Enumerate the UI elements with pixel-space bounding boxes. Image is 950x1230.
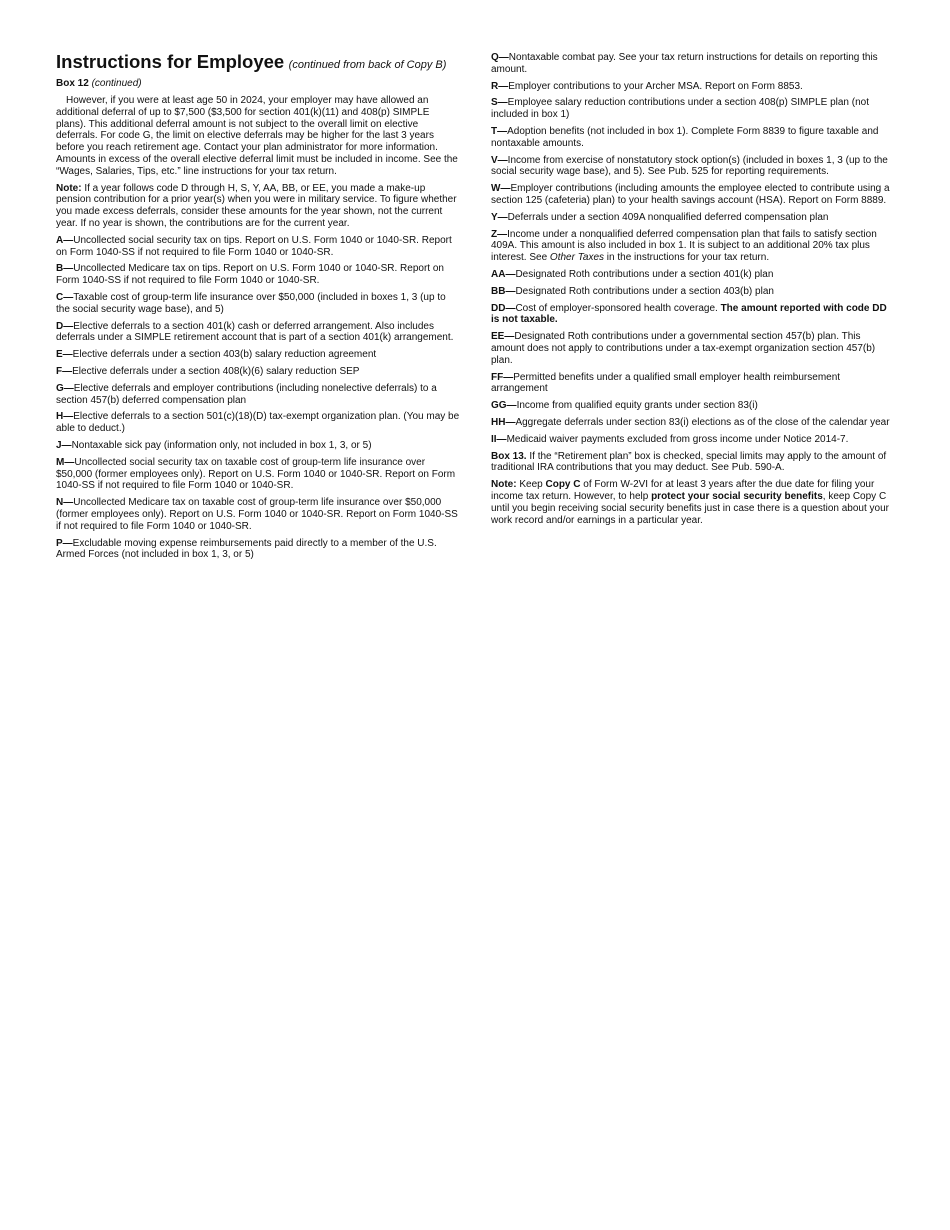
code-entry-s	[491, 97, 896, 121]
code-entry-ff	[491, 372, 896, 396]
box12-heading-label: Box 12	[56, 78, 89, 89]
code-text: Employer contributions to your Archer MSA. Report on Form 8853.	[508, 80, 803, 92]
code-entry-a	[56, 235, 461, 259]
code-text: Uncollected social security tax on taxable cost of group-term life insurance over $50,000 (former employees only). Report on U.S. Form 1040 or 1040-SR. Report on Form 1040-SS if not required to file Form 1040 or 1040-SR.	[56, 456, 456, 492]
left-column	[56, 52, 461, 566]
final-note-label: Note:	[491, 479, 517, 491]
box12-intro: However, if you were at least age 50 in 2024, your employer may have allowed an additional deferral of up to $7,500 ($3,500 for section 401(k)(11) and 408(p) SIMPLE plans). This additional deferral amount is not subject to the overall limit on elective deferrals. For code G, the limit on elective deferrals may be higher for the last 3 years before you reach retirement age. Contact your plan administrator for more information. Amounts in excess of the overall elective deferral limit must be included in income. See the “Wages, Salaries, Tips, etc.” line instructions for your tax return.	[56, 95, 458, 177]
code-entry-ii	[491, 434, 896, 446]
box12-heading-note: (continued)	[91, 78, 142, 89]
code-text: Elective deferrals to a section 401(k) cash or deferred arrangement. Also includes deferrals under a SIMPLE retirement account that is part of a section 401(k) arrangement.	[56, 320, 454, 344]
protect-benefits-emphasis: protect your social security benefits	[651, 490, 823, 502]
code-entry-f	[56, 366, 461, 378]
code-text: Uncollected Medicare tax on tips. Report on U.S. Form 1040 or 1040-SR. Report on Form 1040-SS if not required to file Form 1040 or 1040-SR.	[56, 263, 444, 287]
code-label: N—	[56, 497, 74, 509]
code-text: Elective deferrals under a section 408(k)(6) salary reduction SEP	[72, 365, 360, 377]
code-label: F—	[56, 365, 73, 377]
other-taxes-ref: Other Taxes	[549, 252, 605, 264]
code-text: Excludable moving expense reimbursements paid directly to a member of the U.S. Armed Forces (not included in box 1, 3, or 5)	[56, 537, 437, 561]
code-label: H—	[56, 411, 74, 423]
code-text-end: in the instructions for your tax return.	[604, 252, 770, 264]
code-entry-aa	[491, 269, 896, 281]
code-label: FF—	[491, 371, 514, 383]
code-dd-emphasis: The amount reported with code DD is not taxable.	[491, 302, 887, 326]
code-text: Taxable cost of group-term life insurance over $50,000 (included in boxes 1, 3 (up to the social security wage base), and 5)	[56, 291, 446, 315]
code-label: E—	[56, 349, 73, 361]
code-text: Income from qualified equity grants under section 83(i)	[516, 400, 758, 412]
code-label: EE—	[491, 331, 515, 343]
code-label: S—	[491, 97, 508, 109]
code-entry-w	[491, 183, 896, 207]
code-text: Income from exercise of nonstatutory stock option(s) (included in boxes 1, 3 (up to the social security wage base), and 5). See Pub. 525 for reporting requirements.	[491, 154, 888, 178]
code-label: P—	[56, 537, 73, 549]
final-note-text-2: of Form W-2VI for at least 3 years after the due date for filing your income tax return. However, to help	[491, 479, 875, 502]
code-label: W—	[491, 183, 511, 195]
code-label: HH—	[491, 416, 516, 428]
code-entry-p	[56, 538, 461, 562]
code-text: Elective deferrals to a section 501(c)(18)(D) tax-exempt organization plan. (You may be able to deduct.)	[56, 411, 460, 435]
code-text: Employer contributions (including amounts the employee elected to contribute using a section 125 (cafeteria) plan) to your health savings account (HSA). Report on Form 8889.	[491, 183, 890, 206]
code-entry-b	[56, 263, 461, 287]
box13-paragraph	[491, 451, 896, 475]
code-entry-gg	[491, 400, 896, 412]
box12-note	[56, 183, 461, 230]
code-entry-h	[56, 411, 461, 435]
code-label: Z—	[491, 228, 508, 240]
code-label: DD—	[491, 302, 516, 314]
code-entry-z	[491, 229, 896, 264]
code-text: Deferrals under a section 409A nonqualified deferred compensation plan	[507, 211, 829, 223]
copy-c-label: Copy C	[545, 479, 581, 491]
page-subtitle: (continued from back of Copy B)	[288, 59, 447, 71]
code-text: Elective deferrals under a section 403(b) salary reduction agreement	[72, 349, 377, 361]
code-text: Nontaxable sick pay (information only, not included in box 1, 3, or 5)	[71, 439, 372, 451]
code-label: Y—	[491, 211, 508, 223]
code-label: AA—	[491, 268, 516, 280]
code-text: Medicaid waiver payments excluded from gross income under Notice 2014-7.	[506, 433, 849, 445]
code-text: Uncollected social security tax on tips. Report on U.S. Form 1040 or 1040-SR. Report on Form 1040-SS if not required to file Form 1040 or 1040-SR.	[56, 234, 452, 258]
note-label: Note:	[56, 182, 82, 194]
code-text: Adoption benefits (not included in box 1). Complete Form 8839 to figure taxable and nontaxable amounts.	[491, 125, 879, 149]
code-label: J—	[56, 439, 72, 451]
final-note	[491, 479, 896, 526]
code-text: Aggregate deferrals under section 83(i) elections as of the close of the calendar year	[515, 416, 890, 428]
code-text: Nontaxable combat pay. See your tax return instructions for details on reporting this amount.	[491, 52, 878, 75]
code-text: Designated Roth contributions under a section 403(b) plan	[515, 285, 774, 297]
code-entry-ee	[491, 331, 896, 366]
code-label: V—	[491, 154, 508, 166]
code-entry-q	[491, 52, 896, 76]
final-note-text-1: Keep	[516, 479, 546, 491]
code-entry-v	[491, 155, 896, 179]
code-label: C—	[56, 291, 74, 303]
box12-heading	[56, 78, 461, 90]
code-text: Employee salary reduction contributions under a section 408(p) SIMPLE plan (not included in box 1)	[491, 97, 869, 121]
code-label: A—	[56, 234, 74, 246]
final-note-text-3: , keep Copy C until you begin receiving social security benefits just in case there is a question about your work record and/or earnings in a particular year.	[491, 490, 890, 526]
code-text: Permitted benefits under a qualified small employer health reimbursement arrangement	[491, 371, 841, 395]
code-text: Designated Roth contributions under a section 401(k) plan	[515, 268, 774, 280]
code-entry-c	[56, 292, 461, 316]
code-entry-t	[491, 126, 896, 150]
code-entry-j	[56, 440, 461, 452]
code-label: II—	[491, 433, 507, 445]
page-title: Instructions for Employee	[56, 51, 285, 72]
code-text: Income under a nonqualified deferred compensation plan that fails to satisfy section 409A. This amount is also included in box 1. It is subject to an additional 20% tax plus interest. See	[491, 228, 877, 264]
code-entry-dd	[491, 303, 896, 327]
code-entry-n	[56, 497, 461, 532]
code-text: Designated Roth contributions under a governmental section 457(b) plan. This amount does not apply to contributions under a tax-exempt organization section 457(b) plan.	[491, 331, 876, 366]
code-entry-e	[56, 349, 461, 361]
code-label: Q—	[491, 52, 509, 63]
note-text: If a year follows code D through H, S, Y, AA, BB, or EE, you made a make-up pension contribution for a prior year(s) when you were in military service. To figure whether you made excess deferrals, consider these amounts for the year shown, not the current year. If no year is shown, the contributions are for the current year.	[56, 182, 457, 229]
code-label: B—	[56, 263, 74, 275]
code-entry-bb	[491, 286, 896, 298]
code-entry-d	[56, 321, 461, 345]
code-label: D—	[56, 320, 74, 332]
code-text: Cost of employer-sponsored health coverage.	[515, 302, 721, 314]
code-entry-m	[56, 457, 461, 492]
code-text: Elective deferrals and employer contributions (including nonelective deferrals) to a section 457(b) deferred compensation plan	[56, 382, 437, 406]
code-label: BB—	[491, 285, 516, 297]
code-label: R—	[491, 80, 509, 92]
code-label: M—	[56, 456, 75, 468]
code-label: G—	[56, 382, 74, 394]
code-text: Uncollected Medicare tax on taxable cost of group-term life insurance over $50,000 (former employees only). Report on U.S. Form 1040 or 1040-SR. Report on Form 1040-SS if not required to file Form 1040 or 1040-SR.	[56, 497, 458, 532]
title-row	[56, 52, 461, 75]
code-entry-hh	[491, 417, 896, 429]
code-entry-y	[491, 212, 896, 224]
box13-label: Box 13.	[491, 450, 527, 462]
code-label: GG—	[491, 400, 517, 412]
right-column	[491, 52, 896, 531]
code-entry-r	[491, 81, 896, 93]
code-label: T—	[491, 125, 508, 137]
box13-text: If the “Retirement plan” box is checked, special limits may apply to the amount of traditional IRA contributions that you may deduct. See Pub. 590-A.	[491, 450, 887, 474]
code-entry-g	[56, 383, 461, 407]
